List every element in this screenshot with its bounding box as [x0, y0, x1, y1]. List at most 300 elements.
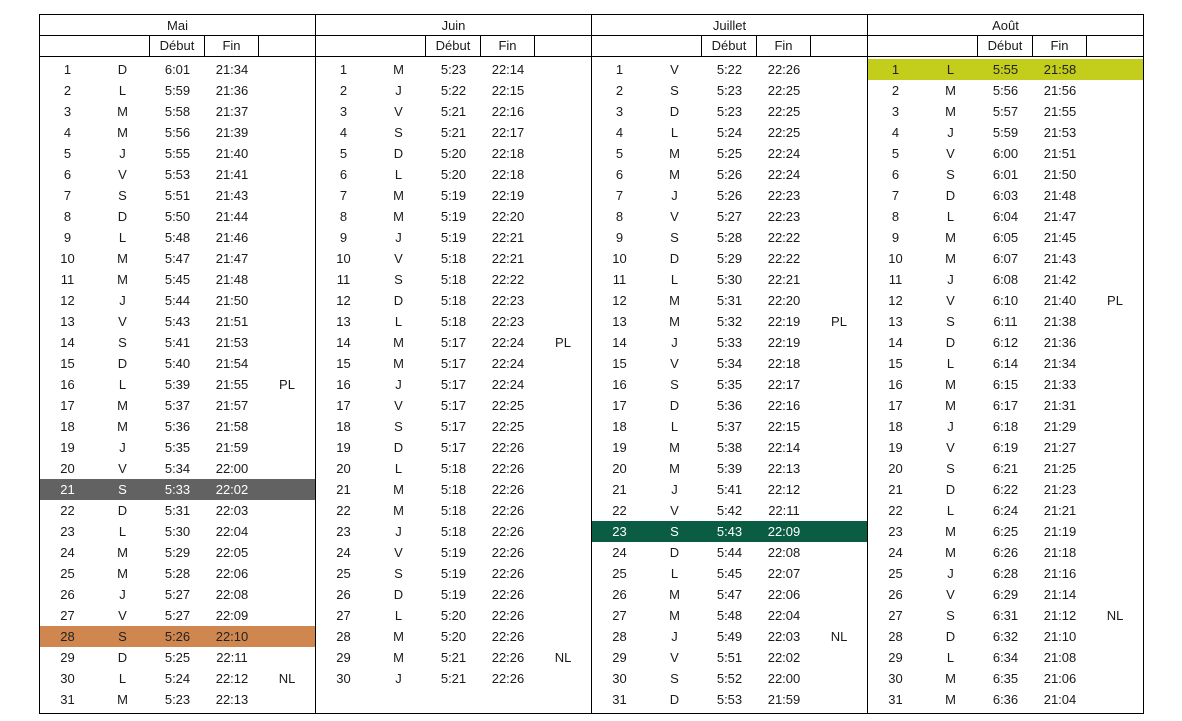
day-row [592, 458, 867, 479]
day-row [40, 374, 315, 395]
day-row [40, 80, 315, 101]
end-time: 21:08 [1043, 650, 1077, 665]
start-time: 5:52 [716, 671, 743, 686]
day-number: 7 [339, 188, 348, 203]
day-number: 15 [336, 356, 351, 371]
moon-phase-note [811, 395, 867, 416]
moon-phase-note [259, 584, 315, 605]
day-row [868, 437, 1143, 458]
day-row [316, 185, 591, 206]
end-time: 22:22 [767, 251, 801, 266]
weekday: D [393, 587, 404, 602]
start-time: 6:32 [992, 629, 1019, 644]
weekday: M [669, 461, 680, 476]
moon-phase-note [535, 122, 591, 143]
day-number: 16 [336, 377, 351, 392]
day-number: 7 [615, 188, 624, 203]
moon-phase-note [259, 521, 315, 542]
weekday: S [946, 461, 955, 476]
start-time: 5:59 [164, 83, 191, 98]
weekday: L [946, 503, 955, 518]
end-time: 22:21 [491, 230, 525, 245]
end-time: 22:06 [767, 587, 801, 602]
weekday: J [119, 440, 126, 455]
end-time: 22:20 [491, 209, 525, 224]
weekday: J [671, 482, 678, 497]
moon-phase-note [1087, 80, 1143, 101]
start-time: 5:26 [716, 167, 743, 182]
moon-phase-note [811, 542, 867, 563]
weekday: M [945, 545, 956, 560]
day-row [316, 626, 591, 647]
day-number: 20 [336, 461, 351, 476]
day-row [316, 500, 591, 521]
start-time: 5:53 [164, 167, 191, 182]
weekday: V [946, 440, 955, 455]
weekday: D [117, 503, 128, 518]
start-time: 6:31 [992, 608, 1019, 623]
moon-phase-note [1087, 626, 1143, 647]
day-row [868, 80, 1143, 101]
start-time: 5:43 [716, 524, 743, 539]
moon-phase-note [259, 164, 315, 185]
start-time: 5:18 [440, 461, 467, 476]
moon-phase-note [259, 395, 315, 416]
end-time: 22:04 [767, 608, 801, 623]
day-row [868, 248, 1143, 269]
end-time: 21:36 [215, 83, 249, 98]
end-time: 22:18 [491, 146, 525, 161]
end-time: 22:17 [491, 125, 525, 140]
day-number: 16 [612, 377, 627, 392]
weekday: V [118, 461, 127, 476]
end-time: 22:19 [767, 314, 801, 329]
moon-phase-note [259, 143, 315, 164]
day-number: 2 [63, 83, 72, 98]
moon-phase-note [1087, 479, 1143, 500]
start-time: 5:24 [164, 671, 191, 686]
day-row [592, 647, 867, 668]
weekday: L [946, 209, 955, 224]
day-number: 25 [888, 566, 903, 581]
moon-phase-note [811, 122, 867, 143]
weekday: J [395, 230, 402, 245]
header-blank [868, 36, 978, 56]
moon-phase-note [259, 248, 315, 269]
day-row [592, 374, 867, 395]
start-time: 5:18 [440, 524, 467, 539]
start-time: 6:01 [164, 62, 191, 77]
moon-phase-note: NL [278, 671, 296, 686]
end-time: 22:08 [215, 587, 249, 602]
end-time: 22:18 [491, 167, 525, 182]
weekday: V [394, 104, 403, 119]
day-row [592, 80, 867, 101]
moon-phase-note [1087, 353, 1143, 374]
moon-phase-note [535, 80, 591, 101]
weekday: M [669, 146, 680, 161]
day-number: 27 [336, 608, 351, 623]
start-time: 5:23 [164, 692, 191, 707]
column-header-row [40, 36, 315, 57]
weekday: D [669, 398, 680, 413]
weekday: M [393, 335, 404, 350]
moon-phase-note [535, 542, 591, 563]
end-time: 22:26 [491, 608, 525, 623]
day-number: 23 [888, 524, 903, 539]
moon-phase-note: PL [555, 335, 571, 350]
moon-phase-note [1087, 143, 1143, 164]
weekday: M [117, 419, 128, 434]
start-time: 5:20 [440, 146, 467, 161]
day-row [316, 437, 591, 458]
day-row [592, 101, 867, 122]
end-time: 21:31 [1043, 398, 1077, 413]
day-number: 1 [63, 62, 72, 77]
weekday: D [117, 62, 128, 77]
end-time: 21:25 [1043, 461, 1077, 476]
weekday: S [394, 125, 403, 140]
moon-phase-note [811, 80, 867, 101]
day-number: 3 [891, 104, 900, 119]
day-number: 28 [60, 629, 75, 644]
header-start: Début [426, 36, 481, 56]
moon-phase-note [811, 521, 867, 542]
end-time: 21:23 [1043, 482, 1077, 497]
weekday: M [393, 356, 404, 371]
start-time: 5:53 [716, 692, 743, 707]
start-time: 5:36 [716, 398, 743, 413]
start-time: 5:24 [716, 125, 743, 140]
start-time: 5:20 [440, 608, 467, 623]
start-time: 5:17 [440, 335, 467, 350]
end-time: 21:48 [215, 272, 249, 287]
end-time: 22:15 [491, 83, 525, 98]
day-number: 1 [891, 62, 900, 77]
weekday: S [946, 167, 955, 182]
start-time: 6:01 [992, 167, 1019, 182]
day-row [40, 500, 315, 521]
end-time: 22:09 [215, 608, 249, 623]
day-number: 15 [60, 356, 75, 371]
weekday: V [118, 314, 127, 329]
weekday: S [118, 482, 127, 497]
day-number: 25 [336, 566, 351, 581]
moon-phase-note [535, 290, 591, 311]
end-time: 22:13 [767, 461, 801, 476]
start-time: 6:28 [992, 566, 1019, 581]
moon-phase-note [259, 647, 315, 668]
day-row [316, 668, 591, 689]
day-row [40, 542, 315, 563]
day-number: 20 [60, 461, 75, 476]
end-time: 22:00 [767, 671, 801, 686]
day-number: 23 [60, 524, 75, 539]
start-time: 5:41 [164, 335, 191, 350]
day-number: 31 [612, 692, 627, 707]
start-time: 5:55 [164, 146, 191, 161]
end-time: 22:21 [491, 251, 525, 266]
moon-phase-note [1087, 563, 1143, 584]
weekday: L [118, 377, 127, 392]
day-row [592, 290, 867, 311]
end-time: 22:12 [767, 482, 801, 497]
moon-phase-note [259, 689, 315, 710]
day-row [40, 521, 315, 542]
day-row [868, 143, 1143, 164]
weekday: L [670, 272, 679, 287]
start-time: 5:57 [992, 104, 1019, 119]
weekday: L [394, 608, 403, 623]
day-row [40, 563, 315, 584]
weekday: V [118, 608, 127, 623]
day-row [316, 332, 591, 353]
highlighted-day-row [592, 521, 867, 542]
day-row [868, 185, 1143, 206]
day-row [316, 395, 591, 416]
weekday: M [393, 188, 404, 203]
day-row [40, 689, 315, 710]
end-time: 22:25 [491, 419, 525, 434]
header-notes [259, 36, 315, 56]
end-time: 21:34 [215, 62, 249, 77]
start-time: 5:33 [164, 482, 191, 497]
end-time: 21:12 [1043, 608, 1077, 623]
day-number: 27 [612, 608, 627, 623]
day-number: 22 [60, 503, 75, 518]
day-number: 3 [339, 104, 348, 119]
day-number: 16 [60, 377, 75, 392]
moon-phase-note [259, 290, 315, 311]
start-time: 5:17 [440, 356, 467, 371]
weekday: L [670, 566, 679, 581]
moon-phase-note [259, 458, 315, 479]
start-time: 5:37 [716, 419, 743, 434]
moon-phase-note [535, 437, 591, 458]
day-number: 22 [612, 503, 627, 518]
day-number: 12 [612, 293, 627, 308]
start-time: 5:39 [716, 461, 743, 476]
header-end: Fin [205, 36, 259, 56]
day-number: 16 [888, 377, 903, 392]
moon-phase-note [811, 59, 867, 80]
weekday: D [393, 440, 404, 455]
start-time: 5:19 [440, 209, 467, 224]
day-number: 29 [336, 650, 351, 665]
end-time: 22:26 [491, 524, 525, 539]
day-row [40, 584, 315, 605]
weekday: D [669, 251, 680, 266]
day-number: 2 [615, 83, 624, 98]
weekday: J [947, 272, 954, 287]
moon-phase-note [259, 80, 315, 101]
moon-phase-note [535, 500, 591, 521]
end-time: 21:59 [215, 440, 249, 455]
day-row [868, 521, 1143, 542]
start-time: 5:23 [716, 104, 743, 119]
start-time: 6:03 [992, 188, 1019, 203]
column-header-row [316, 36, 591, 57]
moon-phase-note [1087, 647, 1143, 668]
start-time: 5:30 [716, 272, 743, 287]
day-number: 19 [612, 440, 627, 455]
start-time: 5:25 [164, 650, 191, 665]
start-time: 6:05 [992, 230, 1019, 245]
day-row [40, 290, 315, 311]
day-number: 6 [339, 167, 348, 182]
day-number: 1 [615, 62, 624, 77]
day-row [868, 395, 1143, 416]
start-time: 5:28 [716, 230, 743, 245]
end-time: 22:24 [491, 335, 525, 350]
header-blank [316, 36, 426, 56]
day-row [592, 584, 867, 605]
end-time: 22:26 [491, 482, 525, 497]
moon-phase-note [811, 500, 867, 521]
day-number: 11 [888, 272, 903, 287]
start-time: 5:34 [164, 461, 191, 476]
moon-phase-note [535, 227, 591, 248]
weekday: V [670, 503, 679, 518]
moon-phase-note [535, 185, 591, 206]
day-number: 14 [888, 335, 903, 350]
day-number: 3 [615, 104, 624, 119]
day-row [868, 290, 1143, 311]
weekday: S [670, 83, 679, 98]
end-time: 21:47 [1043, 209, 1077, 224]
start-time: 5:32 [716, 314, 743, 329]
weekday: D [117, 356, 128, 371]
moon-phase-note [811, 374, 867, 395]
weekday: J [395, 83, 402, 98]
day-row [316, 101, 591, 122]
day-number: 30 [60, 671, 75, 686]
weekday: M [669, 167, 680, 182]
start-time: 5:50 [164, 209, 191, 224]
weekday: M [945, 230, 956, 245]
day-number: 30 [888, 671, 903, 686]
start-time: 6:29 [992, 587, 1019, 602]
end-time: 21:37 [215, 104, 249, 119]
weekday: M [945, 692, 956, 707]
end-time: 21:36 [1043, 335, 1077, 350]
weekday: M [117, 251, 128, 266]
end-time: 21:16 [1043, 566, 1077, 581]
moon-phase-note [811, 206, 867, 227]
day-number: 26 [336, 587, 351, 602]
day-number: 8 [891, 209, 900, 224]
weekday: S [394, 419, 403, 434]
day-row [592, 668, 867, 689]
start-time: 5:17 [440, 398, 467, 413]
day-number: 13 [612, 314, 627, 329]
start-time: 5:35 [716, 377, 743, 392]
weekday: S [394, 566, 403, 581]
month-title: Juillet [592, 15, 867, 36]
weekday: M [669, 587, 680, 602]
day-number: 27 [888, 608, 903, 623]
day-rows [40, 57, 315, 710]
day-number: 18 [888, 419, 903, 434]
end-time: 21:54 [215, 356, 249, 371]
header-blank [592, 36, 702, 56]
moon-phase-note [259, 500, 315, 521]
day-number: 10 [888, 251, 903, 266]
weekday: M [117, 692, 128, 707]
weekday: M [945, 83, 956, 98]
moon-phase-note [1087, 269, 1143, 290]
weekday: S [670, 377, 679, 392]
day-number: 26 [888, 587, 903, 602]
moon-phase-note: PL [279, 377, 295, 392]
weekday: V [118, 167, 127, 182]
end-time: 21:58 [1043, 62, 1077, 77]
day-row [316, 248, 591, 269]
start-time: 6:24 [992, 503, 1019, 518]
weekday: S [118, 629, 127, 644]
day-number: 24 [888, 545, 903, 560]
day-row [592, 479, 867, 500]
day-row [40, 143, 315, 164]
end-time: 21:45 [1043, 230, 1077, 245]
end-time: 22:21 [767, 272, 801, 287]
moon-phase-note [259, 416, 315, 437]
start-time: 5:19 [440, 587, 467, 602]
day-row [868, 605, 1143, 626]
day-row [316, 290, 591, 311]
day-number: 11 [612, 272, 627, 287]
start-time: 6:14 [992, 356, 1019, 371]
day-row [592, 437, 867, 458]
end-time: 21:38 [1043, 314, 1077, 329]
day-row [868, 458, 1143, 479]
weekday: M [945, 104, 956, 119]
start-time: 5:51 [164, 188, 191, 203]
day-number: 22 [888, 503, 903, 518]
end-time: 22:12 [215, 671, 249, 686]
start-time: 5:17 [440, 440, 467, 455]
moon-phase-note [259, 206, 315, 227]
day-row [868, 563, 1143, 584]
end-time: 22:25 [767, 83, 801, 98]
moon-phase-note [1087, 248, 1143, 269]
day-row [40, 59, 315, 80]
day-number: 13 [888, 314, 903, 329]
header-notes [535, 36, 591, 56]
day-number: 17 [60, 398, 75, 413]
end-time: 22:25 [767, 125, 801, 140]
weekday: V [670, 209, 679, 224]
day-number: 15 [612, 356, 627, 371]
weekday: D [945, 188, 956, 203]
highlighted-day-row [40, 479, 315, 500]
end-time: 22:24 [491, 377, 525, 392]
day-number: 11 [336, 272, 351, 287]
day-row [868, 353, 1143, 374]
start-time: 5:42 [716, 503, 743, 518]
end-time: 22:08 [767, 545, 801, 560]
weekday: M [945, 251, 956, 266]
day-number: 20 [612, 461, 627, 476]
header-notes [811, 36, 867, 56]
day-row [592, 269, 867, 290]
end-time: 22:26 [491, 545, 525, 560]
day-number: 17 [888, 398, 903, 413]
day-rows [868, 57, 1143, 710]
end-time: 21:14 [1043, 587, 1077, 602]
end-time: 22:26 [491, 461, 525, 476]
start-time: 6:08 [992, 272, 1019, 287]
